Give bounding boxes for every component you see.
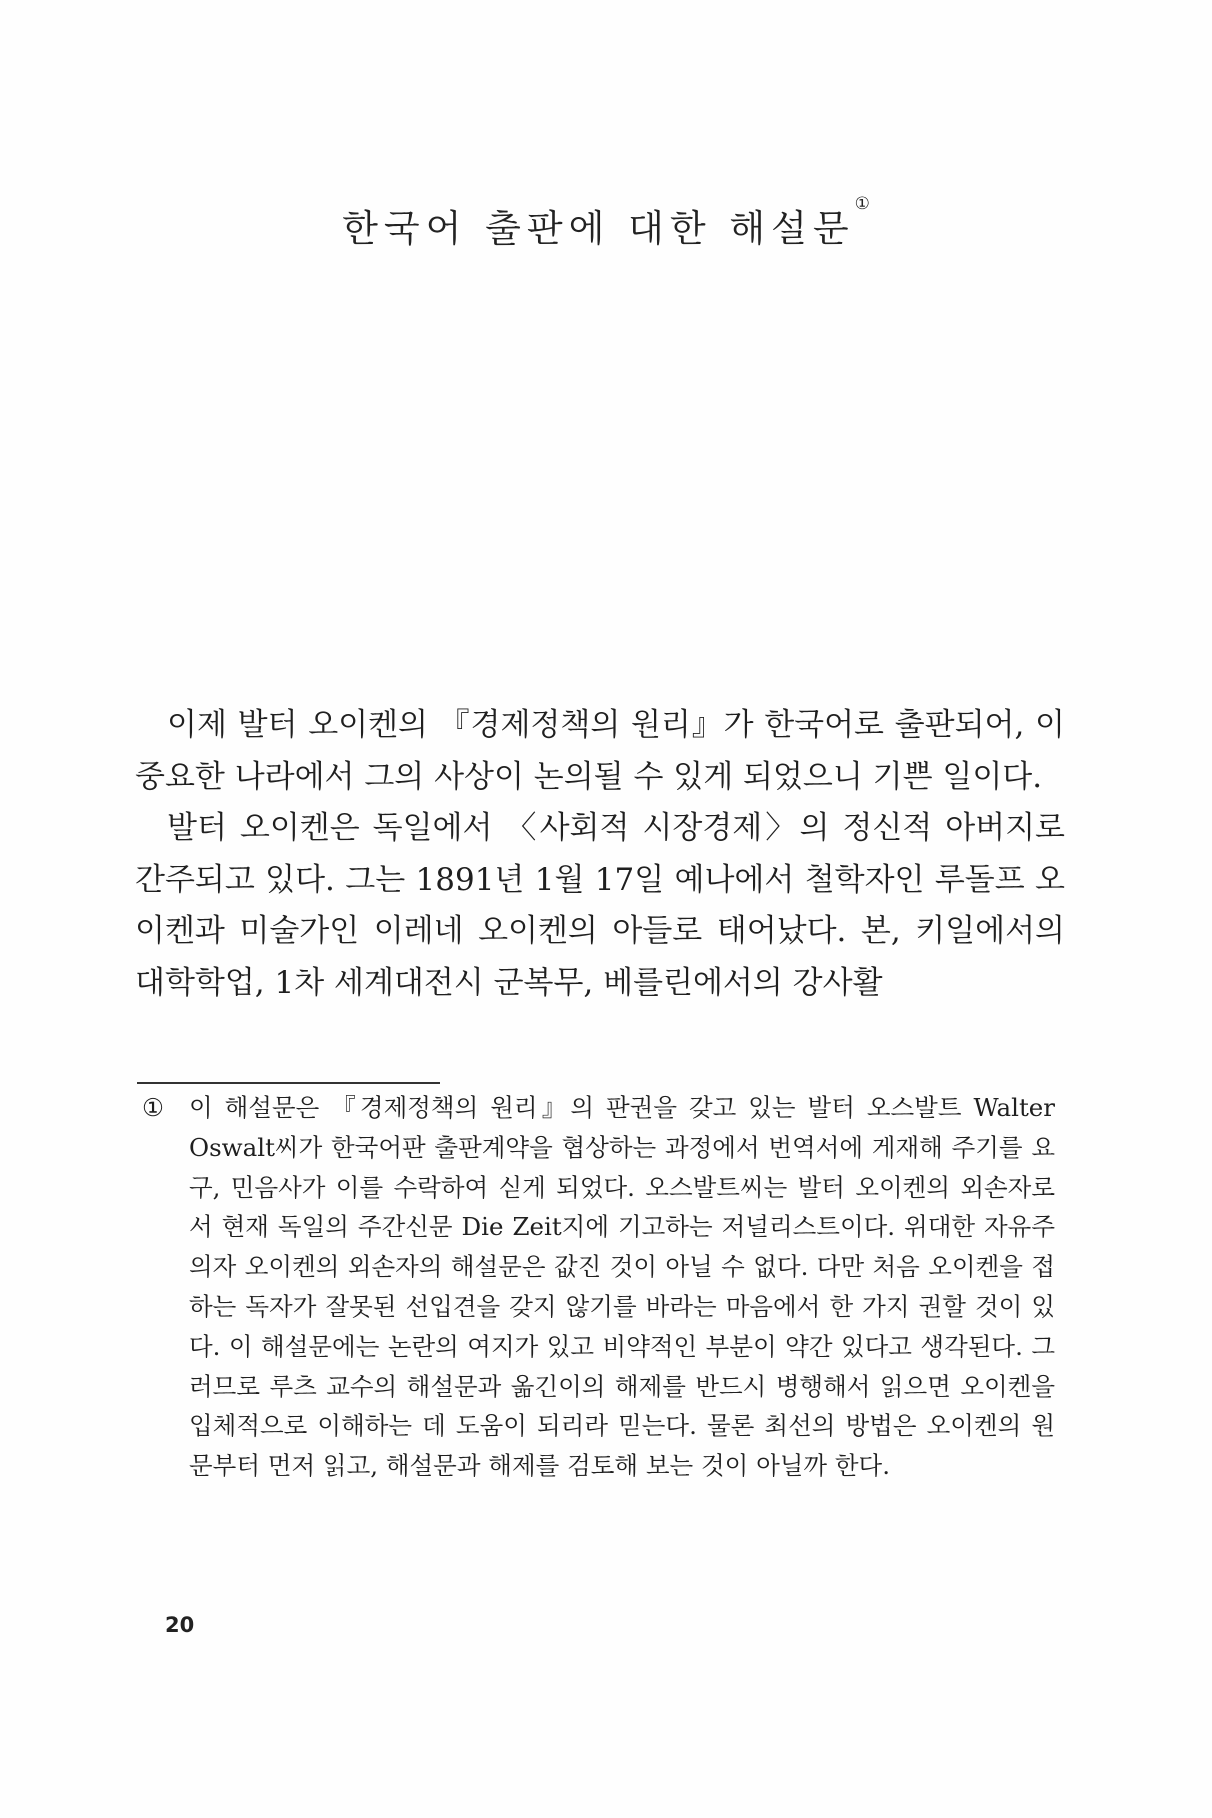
page-number: 20 [165, 1613, 195, 1637]
title-footnote-ref: ① [854, 194, 870, 214]
page-title-text: 한국어 출판에 대한 해설문 [342, 207, 855, 250]
footnote [137, 1088, 1055, 1486]
footnote-marker: ① [142, 1093, 164, 1122]
paragraph-2: 발터 오이켄은 독일에서 〈사회적 시장경제〉의 정신적 아버지로 간주되고 있다. 그는 1891년 1월 17일 예나에서 철학자인 루돌프 오이켄과 미술가인 이레네 오이켄의 아들로 태어났다. 본, 키일에서의 대학학업, 1차 세계대전시 군복무, 베를린에서의 강사활 [135, 810, 1065, 1001]
paragraph-1: 이제 발터 오이켄의 『경제정책의 원리』가 한국어로 출판되어, 이 중요한 나라에서 그의 사상이 논의될 수 있게 되었으니 기쁜 일이다. [135, 707, 1065, 795]
body-text [135, 700, 1065, 1009]
page-title [0, 194, 1212, 252]
footnote-text: 이 해설문은 『경제정책의 원리』의 판권을 갖고 있는 발터 오스발트 Walter Oswalt씨가 한국어판 출판계약을 협상하는 과정에서 번역서에 게재해 주기를 요구, 민음사가 이를 수락하여 싣게 되었다. 오스발트씨는 발터 오이켄의 외손자로서 현재 독일의 주간신문 Die Zeit지에 기고하는 저널리스트이다. 위대한 자유주의자 오이켄의 외손자의 해설문은 값진 것이 아닐 수 없다. 다만 처음 오이켄을 접하는 독자가 잘못된 선입견을 갖지 않기를 바라는 마음에서 한 가지 권할 것이 있다. 이 해설문에는 논란의 여지가 있고 비약적인 부분이 약간 있다고 생각된다. 그러므로 루츠 교수의 해설문과 옮긴이의 해제를 반드시 병행해서 읽으면 오이켄을 입체적으로 이해하는 데 도움이 되리라 믿는다. 물론 최선의 방법은 오이켄의 원문부터 먼저 읽고, 해설문과 해제를 검토해 보는 것이 아닐까 한다. [189, 1093, 1055, 1481]
footnote-divider [137, 1082, 440, 1084]
